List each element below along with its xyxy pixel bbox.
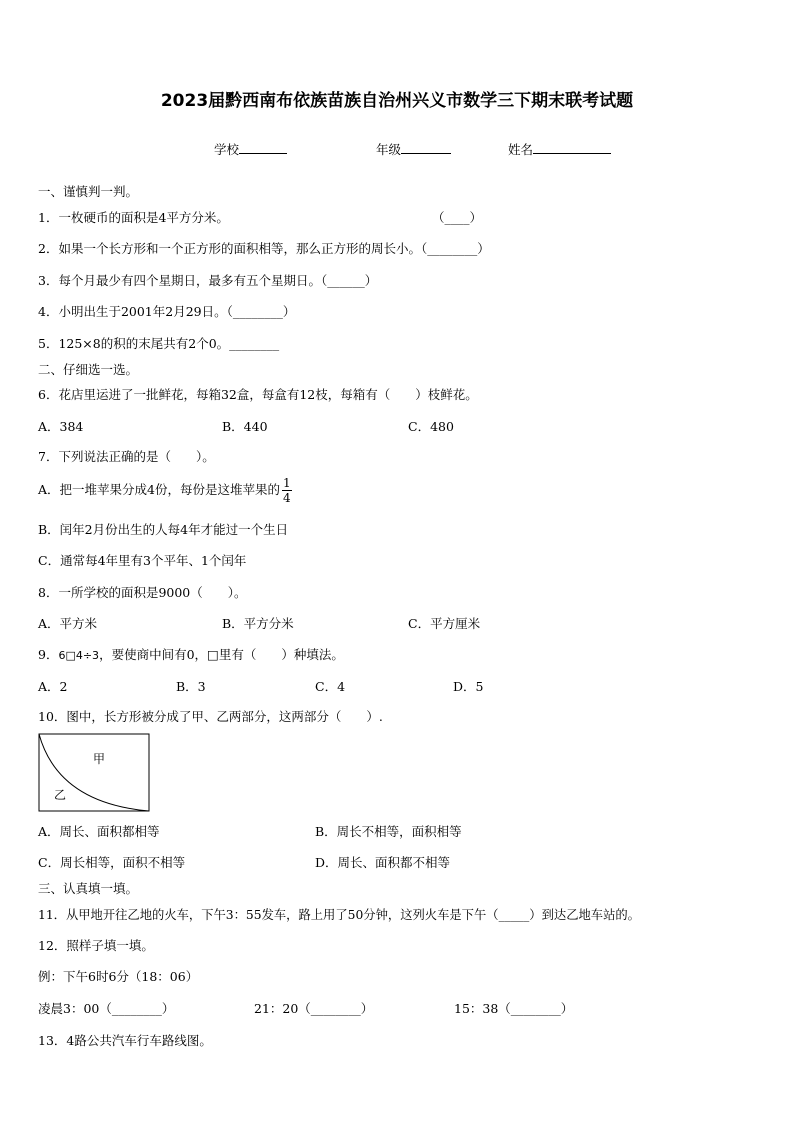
question-7-option-a-text: A．把一堆苹果分成4份，每份是这堆苹果的 bbox=[38, 482, 280, 497]
question-7: 7．下列说法正确的是（ ）。 bbox=[38, 449, 215, 464]
question-12-fill-3[interactable]: 15：38（________） bbox=[454, 1001, 574, 1016]
question-8: 8．一所学校的面积是9000（ ）。 bbox=[38, 585, 247, 600]
question-7-option-c[interactable]: C．通常每4年里有3个平年、1个闰年 bbox=[38, 553, 247, 568]
question-8-option-b[interactable]: B．平方分米 bbox=[222, 616, 294, 631]
name-label: 姓名 bbox=[508, 142, 534, 157]
question-9-expression: 6□4÷3 bbox=[58, 649, 100, 662]
question-1: 1．一枚硬币的面积是4平方分米。 bbox=[38, 210, 229, 225]
question-2: 2．如果一个长方形和一个正方形的面积相等，那么正方形的周长小。（________） bbox=[38, 241, 490, 256]
question-8-option-c[interactable]: C．平方厘米 bbox=[408, 616, 481, 631]
question-9-option-d[interactable]: D．5 bbox=[453, 679, 484, 694]
name-field bbox=[508, 140, 611, 158]
question-10-option-d[interactable]: D．周长、面积都不相等 bbox=[315, 855, 451, 870]
question-9-prefix: 9． bbox=[38, 647, 59, 662]
section-2-heading: 二、仔细选一选。 bbox=[38, 362, 139, 377]
name-blank[interactable] bbox=[533, 141, 611, 154]
question-10-option-a[interactable]: A．周长、面积都相等 bbox=[38, 824, 160, 839]
question-12-fill-1[interactable]: 凌晨3：00（________） bbox=[38, 1001, 175, 1016]
question-10-option-c[interactable]: C．周长相等，面积不相等 bbox=[38, 855, 186, 870]
fraction-denominator: 4 bbox=[282, 491, 291, 505]
school-blank[interactable] bbox=[239, 141, 287, 154]
question-9 bbox=[38, 645, 344, 663]
rectangle-diagram bbox=[38, 733, 152, 813]
question-6-option-b[interactable]: B．440 bbox=[222, 419, 268, 434]
question-13: 13．4路公共汽车行车路线图。 bbox=[38, 1033, 212, 1048]
question-9-option-b[interactable]: B．3 bbox=[176, 679, 206, 694]
fraction-numerator: 1 bbox=[282, 476, 291, 490]
question-10-option-b[interactable]: B．周长不相等，面积相等 bbox=[315, 824, 462, 839]
question-7-option-b[interactable]: B．闰年2月份出生的人每4年才能过一个生日 bbox=[38, 522, 289, 537]
fraction-one-quarter bbox=[282, 476, 292, 505]
page-title: 2023届黔西南布依族苗族自治州兴义市数学三下期末联考试题 bbox=[160, 91, 634, 111]
question-6-option-c[interactable]: C．480 bbox=[408, 419, 454, 434]
grade-blank[interactable] bbox=[401, 141, 451, 154]
question-8-option-a[interactable]: A．平方米 bbox=[38, 616, 98, 631]
school-label: 学校 bbox=[214, 142, 240, 157]
section-1-heading: 一、谨慎判一判。 bbox=[38, 184, 139, 199]
question-9-option-a[interactable]: A．2 bbox=[38, 679, 68, 694]
label-jia: 甲 bbox=[93, 752, 106, 766]
question-3: 3．每个月最少有四个星期日，最多有五个星期日。（______） bbox=[38, 273, 378, 288]
question-6: 6．花店里运进了一批鲜花，每箱32盒，每盒有12枝，每箱有（ ）枝鲜花。 bbox=[38, 387, 478, 402]
question-9-option-c[interactable]: C．4 bbox=[315, 679, 346, 694]
label-yi: 乙 bbox=[54, 788, 67, 802]
section-3-heading: 三、认真填一填。 bbox=[38, 881, 139, 896]
question-10: 10．图中，长方形被分成了甲、乙两部分，这两部分（ ）. bbox=[38, 709, 383, 724]
question-6-option-a[interactable]: A．384 bbox=[38, 419, 84, 434]
grade-field bbox=[376, 140, 451, 158]
school-field bbox=[214, 140, 287, 158]
question-12: 12．照样子填一填。 bbox=[38, 938, 154, 953]
grade-label: 年级 bbox=[376, 142, 402, 157]
question-4: 4．小明出生于2001年2月29日。（________） bbox=[38, 304, 296, 319]
question-7-option-a[interactable] bbox=[38, 476, 292, 505]
question-12-fill-2[interactable]: 21：20（________） bbox=[254, 1001, 374, 1016]
question-9-suffix: ，要使商中间有0，□里有（ ）种填法。 bbox=[99, 647, 344, 662]
question-11: 11．从甲地开往乙地的火车，下午3：55发车，路上用了50分钟，这列火车是下午（_____）到达乙地车站的。 bbox=[38, 908, 640, 922]
question-1-answer[interactable]: （____） bbox=[432, 210, 483, 225]
question-5: 5．125×8的积的末尾共有2个0。________ bbox=[38, 336, 280, 351]
question-12-example: 例：下午6时6分（18：06） bbox=[38, 969, 199, 984]
